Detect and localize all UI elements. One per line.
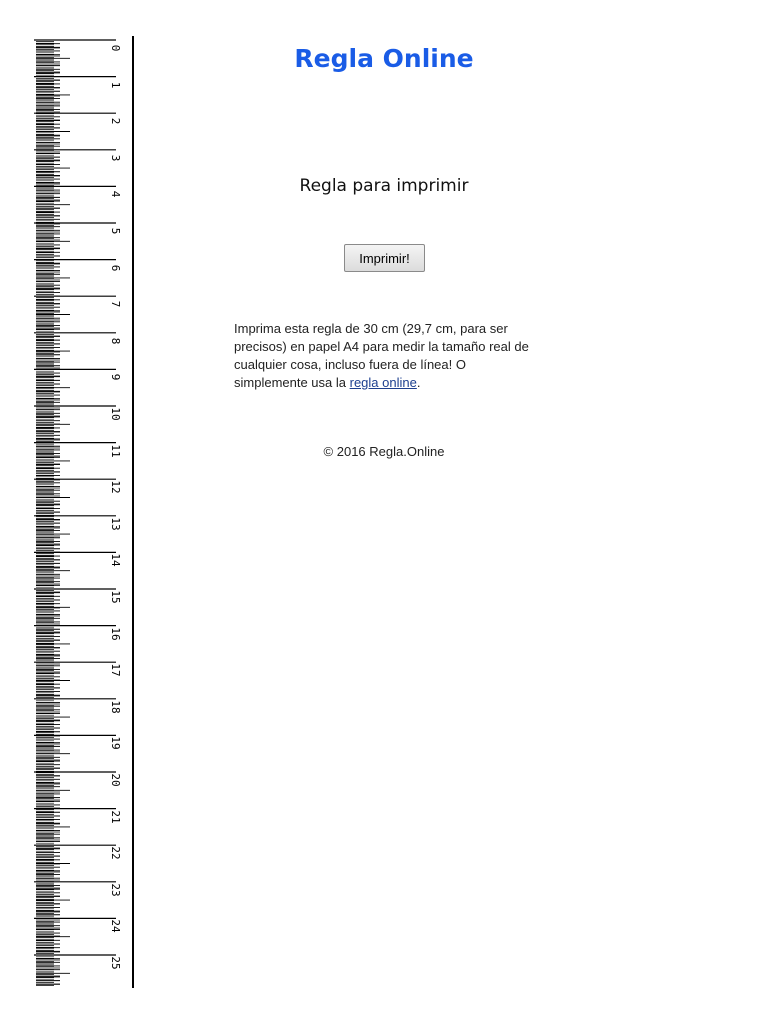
ruler-number: 23 (109, 883, 123, 897)
ruler-number: 8 (109, 337, 123, 345)
online-ruler-link[interactable]: regla online (349, 375, 417, 390)
ruler-number: 5 (109, 227, 123, 235)
description-text: Imprima esta regla de 30 cm (29,7 cm, para ser precisos) en papel A4 para medir la tamaño real de cualquier cosa, incluso fuera de línea! O simplemente usa la (234, 321, 529, 390)
ruler-number: 1 (109, 81, 123, 88)
ruler-number: 24 (109, 919, 123, 934)
ruler-number: 21 (109, 809, 123, 824)
ruler-number: 16 (109, 626, 123, 641)
ruler-number: 22 (109, 846, 123, 860)
ruler-number: 10 (109, 407, 123, 421)
description-text-end: . (416, 375, 421, 390)
ruler-number: 18 (109, 700, 123, 714)
ruler-number: 12 (109, 480, 123, 494)
printable-ruler (34, 36, 134, 988)
ruler-number: 17 (109, 663, 123, 677)
ruler-number: 20 (109, 773, 123, 787)
ruler-number: 6 (109, 264, 123, 271)
page-subtitle: Regla para imprimir (299, 176, 469, 196)
ruler-number: 4 (109, 191, 123, 198)
ruler-number: 15 (109, 590, 123, 604)
footer-copyright: © 2016 Regla.Online (323, 444, 445, 459)
ruler-number: 14 (109, 553, 123, 568)
ruler-number: 11 (109, 443, 123, 458)
ruler-number: 0 (109, 44, 123, 52)
ruler-number: 19 (109, 736, 123, 751)
page-title: Regla Online (294, 44, 474, 73)
ruler-number: 2 (109, 117, 123, 125)
ruler-number: 25 (109, 956, 123, 970)
ruler-number: 9 (109, 374, 123, 381)
ruler-number: 3 (109, 154, 123, 162)
print-button[interactable]: Imprimir! (344, 244, 425, 272)
ruler-number: 13 (109, 517, 123, 531)
description-paragraph (234, 320, 534, 392)
ruler-number: 7 (109, 300, 123, 308)
